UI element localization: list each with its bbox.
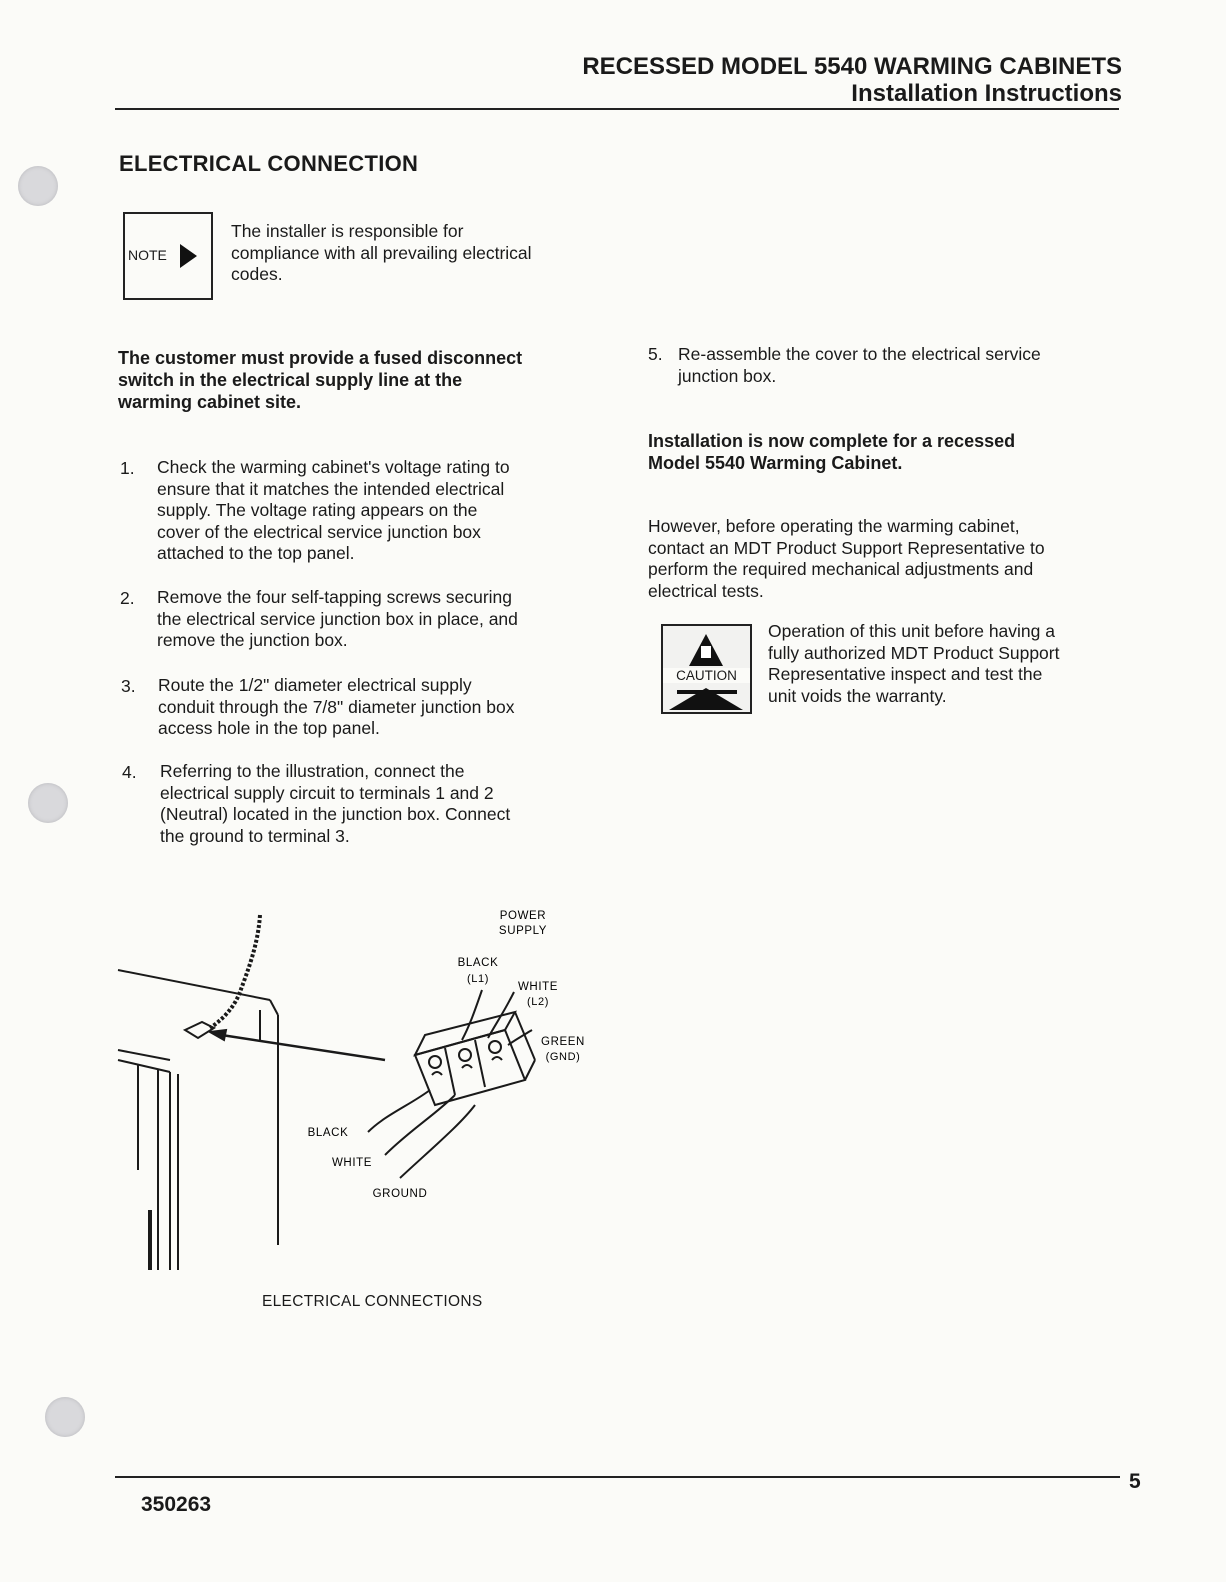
diagram-caption: ELECTRICAL CONNECTIONS bbox=[262, 1293, 483, 1310]
step-4-text: Referring to the illustration, connect the electrical supply circuit to terminals 1 and 2 (Neutral) located in the junction box. Connect the ground to terminal 3. bbox=[160, 761, 511, 846]
step-2-number: 2. bbox=[120, 588, 135, 608]
installation-complete-notice: Installation is now complete for a recessed Model 5540 Warming Cabinet. bbox=[648, 431, 1016, 473]
label-black-l1-line1: BLACK bbox=[457, 957, 499, 969]
label-power-supply-line1: POWER bbox=[499, 910, 547, 922]
step-4-number: 4. bbox=[122, 762, 137, 782]
footer-rule bbox=[115, 1476, 1120, 1478]
step-3-text: Route the 1/2" diameter electrical supply conduit through the 7/8" diameter junction box access hole in the top panel. bbox=[158, 675, 515, 738]
support-contact-paragraph: However, before operating the warming cabinet, contact an MDT Product Support Representative to perform the required mechanical adjustments and electrical tests. bbox=[648, 516, 1045, 601]
step-2-text: Remove the four self-tapping screws securing the electrical service junction box in place, and remove the junction box. bbox=[157, 587, 518, 650]
label-green-gnd-line2: (GND) bbox=[545, 1051, 581, 1063]
header-rule bbox=[115, 108, 1119, 110]
step-5-text: Re-assemble the cover to the electrical service junction box. bbox=[678, 344, 1041, 386]
note-label: NOTE bbox=[128, 247, 167, 263]
binder-hole-middle bbox=[28, 783, 68, 823]
label-white: WHITE bbox=[331, 1157, 373, 1169]
label-white-l2-line1: WHITE bbox=[517, 981, 559, 993]
document-subtitle: Installation Instructions bbox=[851, 80, 1122, 107]
note-arrow-icon bbox=[180, 244, 197, 268]
caution-box bbox=[661, 624, 752, 714]
binder-hole-top bbox=[18, 166, 58, 206]
label-black-l1-line2: (L1) bbox=[467, 973, 489, 985]
label-black: BLACK bbox=[307, 1127, 349, 1139]
label-power-supply-line2: SUPPLY bbox=[498, 925, 548, 937]
electrical-connections-diagram bbox=[110, 900, 610, 1270]
step-1-text: Check the warming cabinet's voltage rating to ensure that it matches the intended electrical supply. The voltage rating appears on the cover of the electrical service junction box attached to the top panel. bbox=[157, 457, 510, 563]
document-title: RECESSED MODEL 5540 WARMING CABINETS bbox=[582, 53, 1122, 80]
step-5-number: 5. bbox=[648, 344, 663, 364]
note-box bbox=[123, 212, 213, 300]
label-white-l2-line2: (L2) bbox=[527, 996, 549, 1008]
document-number: 350263 bbox=[141, 1493, 212, 1516]
note-text: The installer is responsible for compliance with all prevailing electrical codes. bbox=[231, 221, 532, 284]
caution-label: CAUTION bbox=[663, 668, 750, 683]
fused-disconnect-warning: The customer must provide a fused disconnect switch in the electrical supply line at the warming cabinet site. bbox=[118, 348, 523, 412]
page-number: 5 bbox=[1129, 1470, 1141, 1493]
binder-hole-bottom bbox=[45, 1397, 85, 1437]
step-1-number: 1. bbox=[120, 458, 135, 478]
section-title: ELECTRICAL CONNECTION bbox=[119, 151, 419, 176]
label-green-gnd-line1: GREEN bbox=[541, 1036, 585, 1048]
step-3-number: 3. bbox=[121, 676, 136, 696]
caution-text: Operation of this unit before having a fully authorized MDT Product Support Representative inspect and test the unit voids the warranty. bbox=[768, 621, 1060, 706]
label-ground: GROUND bbox=[372, 1188, 428, 1200]
